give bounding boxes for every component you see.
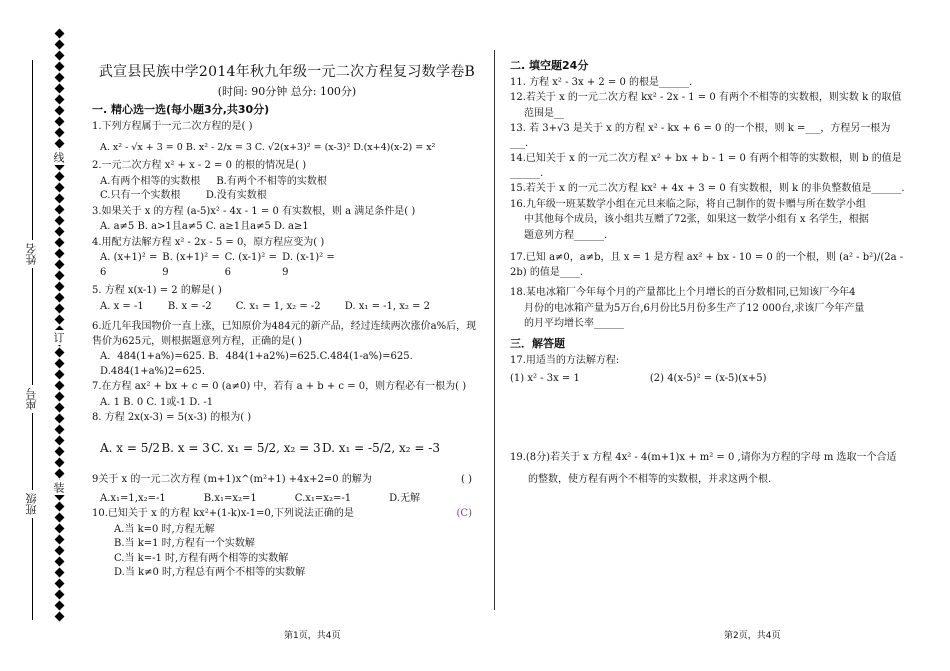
binding-diamond: [55, 579, 65, 589]
binding-diamond: [55, 546, 65, 556]
binding-diamond: [55, 381, 65, 391]
binding-diamond: [55, 271, 65, 281]
question-17-solve: 17.用适当的方法解方程:: [510, 354, 620, 366]
section3-heading: 三．解答题: [510, 336, 565, 350]
question-4-option-b: B. (x+1)² = 9: [162, 252, 220, 278]
binding-diamond: [55, 502, 65, 512]
question-12-cont: 范围是__: [524, 107, 564, 119]
question-2-option-b: B.有两个不相等的实数根: [216, 175, 327, 187]
column-divider: [494, 50, 495, 610]
question-6: 6.近几年我国物价一直上涨，已知原价为484元的新产品，经过连续两次涨价a%后，现售价为625元，则根据题意列方程，正确的是( ): [92, 321, 477, 347]
question-6-options: A．484(1+a%)=625. B．484(1+a2%)=625.C.484(1-a%)=625. D.484(1+a%)2=625.: [100, 351, 413, 377]
binding-diamond: [55, 315, 65, 325]
binding-diamond: [55, 183, 65, 193]
question-19-cont: 的整数，使方程有两个不相等的实数根，并求这两个根.: [528, 474, 772, 486]
question-2-option-a: A.有两个相等的实数根: [100, 175, 201, 187]
question-5-option-c: C. x₁ = 1, x₂ = -2: [235, 300, 321, 312]
question-12: 12.若关于 x 的一元二次方程 kx² - 2x - 1 = 0 有两个不相等的实数根，则实数 k 的取值: [510, 92, 902, 104]
question-16-cont-2: 题意列方程______.: [524, 229, 608, 241]
question-18-cont-1: 月份的电冰箱产量为5万台,6月份比5月份多生产了12 000台,求该厂今年产量: [524, 302, 865, 314]
question-4-option-c: C. (x-1)² = 6: [224, 252, 277, 278]
question-11: 11. 方程 x² - 3x + 2 = 0 的根是______.: [510, 76, 693, 88]
question-9-text: 9关于 x 的一元二次方程 (m+1)x^(m²+1) +4x+2=0 的解为: [92, 474, 372, 486]
binding-diamond: [55, 348, 65, 358]
name-label: 姓名: [24, 240, 40, 268]
section2-heading: 二. 填空题24分: [510, 59, 589, 72]
question-5-options: [100, 300, 430, 315]
question-8-option-c: C. x₁ = 5/2, x₂ = 3: [211, 440, 321, 455]
seat-label: 座号: [24, 385, 40, 413]
question-10-text: 10.已知关于 x 的方程 kx²+(1-k)x-1=0,下列说法正确的是: [92, 508, 354, 520]
binding-diamond: [55, 205, 65, 215]
question-9-option-d: D.无解: [389, 492, 420, 504]
question-4-option-a: A. (x+1)² = 6: [100, 252, 158, 278]
binding-diamond: [55, 227, 65, 237]
question-10-option-a: A.当 k=0 时,方程无解: [114, 523, 215, 535]
question-9-option-a: A.x₁=1,x₂=-1: [100, 492, 166, 504]
question-8-options: [100, 440, 440, 457]
binding-diamond: [55, 139, 65, 149]
question-16: 16.九年级一班某数学小组在元旦来临之际，将自己制作的贺卡赠与所在数学小组: [510, 198, 866, 210]
binding-diamond: [55, 51, 65, 61]
question-4-options: [100, 251, 340, 280]
class-label: 班级: [24, 490, 40, 518]
binding-diamond: [55, 216, 65, 226]
binding-line: [32, 60, 33, 620]
question-8: 8. 方程 2x(x-3) = 5(x-3) 的根为( ): [92, 412, 252, 424]
question-18: 18.某电冰箱厂今年每个月的产量都比上个月增长的百分数相同,已知该厂今年4: [510, 287, 856, 299]
binding-diamond: [55, 469, 65, 479]
question-10-option-b: B.当 k=1 时,方程有一个实数解: [114, 538, 255, 550]
question-19: 19.(8分)若关于 x 方程 4x² - 4(m+1)x + m² = 0 ,请你为方程的字母 m 选取一个合适: [510, 451, 897, 463]
question-9-option-c: C.x₁=x₂=-1: [294, 492, 352, 504]
binding-word-line: 线: [52, 152, 65, 163]
binding-diamond: [55, 392, 65, 402]
question-5-option-d: D. x₁ = -1, x₂ = 2: [344, 300, 430, 312]
binding-word-ding: 订: [52, 332, 65, 343]
question-4-option-d: D. (x-1)² = 9: [282, 252, 335, 278]
question-10-option-c: C.当 k=-1 时,方程有两个相等的实数解: [114, 552, 289, 564]
question-17-parts: [510, 372, 905, 387]
binding-diamond: [55, 84, 65, 94]
binding-diamond: [55, 40, 65, 50]
binding-diamond: [55, 293, 65, 303]
page-number-right: 第2页，共4页: [724, 631, 781, 641]
binding-diamond: [55, 612, 65, 622]
question-1: 1.下列方程属于一元二次方程的是( ): [92, 121, 253, 133]
question-5-option-b: B. x = -2: [167, 300, 212, 312]
question-9-answer-paren: ( ): [461, 474, 472, 486]
binding-diamond: [55, 282, 65, 292]
question-15: 15.若关于 x 的一元二次方程 kx² + 4x + 3 = 0 有实数根，则 k 的非负整数值是______.: [510, 183, 905, 195]
question-18-cont-2: 的月平均增长率______: [524, 318, 624, 330]
binding-diamond: [55, 95, 65, 105]
binding-diamond: [55, 73, 65, 83]
question-8-option-a: A. x = 5/2: [100, 440, 161, 455]
binding-diamond: [55, 249, 65, 259]
binding-diamond: [55, 590, 65, 600]
question-10-option-d: D.当 k≠0 时,方程总有两个不相等的实数解: [114, 567, 306, 579]
answer-space: [510, 388, 905, 450]
exam-subtitle: (时间: 90分钟 总分: 100分): [217, 85, 357, 99]
binding-diamond: [55, 238, 65, 248]
exam-title: 武宣县民族中学2014年秋九年级一元二次方程复习数学卷B: [98, 64, 476, 80]
binding-diamond: [55, 370, 65, 380]
question-2-option-d: D.没有实数根: [205, 190, 267, 202]
question-8-option-b: B. x = 3: [161, 440, 210, 455]
question-13: 13. 若 3+√3 是关于 x 的方程 x² - kx + 6 = 0 的一个根，则 k =___，方程另一根为___.: [510, 123, 891, 149]
question-2: 2.一元二次方程 x² + x - 2 = 0 的根的情况是( ): [92, 160, 307, 172]
question-5-option-a: A. x = -1: [100, 300, 144, 312]
question-17-part-1: (1) x² - 3x = 1: [510, 373, 580, 385]
binding-margin: [0, 0, 78, 671]
binding-diamond: [55, 436, 65, 446]
binding-diamond: [55, 29, 65, 39]
question-4: 4.用配方法解方程 x² - 2x - 5 = 0，原方程应变为( ): [92, 236, 325, 248]
question-8-option-d: D. x₁ = -5/2, x₂ = -3: [321, 440, 440, 455]
question-17-part-2: (2) 4(x-5)² = (x-5)(x+5): [649, 373, 767, 385]
question-14: 14.已知关于 x 的一元二次方程 x² + bx + b - 1 = 0 有两个相等的实数根，则 b 的值是______.: [510, 153, 902, 179]
question-3: 3.如果关于 x 的方程 (a-5)x² - 4x - 1 = 0 有实数根，则 a 满足条件是( ): [92, 205, 416, 217]
question-2-option-c: C.只有一个实数根: [100, 190, 181, 202]
binding-diamond: [55, 260, 65, 270]
question-5: 5. 方程 x(x-1) = 2 的解是( ): [92, 285, 222, 297]
page-number-left: 第1页，共4页: [284, 631, 341, 641]
question-9-options: [100, 492, 420, 507]
binding-diamond: [55, 414, 65, 424]
binding-diamond: [55, 513, 65, 523]
question-9-option-b: B.x₁=x₂=1: [203, 492, 257, 504]
binding-diamond: [55, 62, 65, 72]
question-3-options: A. a≠5 B. a>1且a≠5 C. a≥1且a≠5 D. a≥1: [100, 221, 309, 233]
question-16-cont-1: 中其他每个成员，该小组共互赠了72张，如果这一数学小组有 x 名学生，根据: [524, 214, 869, 226]
question-1-options: A. x² - √x + 3 = 0 B. x² - 2/x = 3 C. √2(x+3)² = (x-3)² D.(x+4)(x-2) = x²: [100, 141, 436, 153]
binding-diamond: [55, 172, 65, 182]
section1-heading: 一. 精心选一选(每小题3分,共30分): [92, 103, 270, 117]
question-7: 7.在方程 ax² + bx + c = 0 (a≠0) 中，若有 a + b + c = 0，则方程必有一根为( ): [92, 381, 467, 393]
binding-diamond: [55, 359, 65, 369]
question-9: [92, 473, 482, 488]
binding-diamonds: [56, 30, 66, 624]
question-2-options-cd: [100, 189, 482, 204]
binding-diamond: [55, 117, 65, 127]
binding-diamond: [55, 568, 65, 578]
right-column: [510, 56, 905, 489]
question-10-answer: (C): [456, 508, 472, 520]
question-2-options-ab: [100, 175, 482, 190]
binding-diamond: [55, 304, 65, 314]
question-17-fill: 17.已知 a≠0，a≠b，且 x = 1 是方程 ax² + bx - 10 = 0 的一个根，则 (a² - b²)/(2a - 2b) 的值是____.: [510, 252, 904, 278]
binding-diamond: [55, 403, 65, 413]
binding-diamond: [55, 557, 65, 567]
binding-diamond: [55, 524, 65, 534]
binding-diamond: [55, 194, 65, 204]
binding-diamond: [55, 106, 65, 116]
binding-diamond: [55, 128, 65, 138]
binding-diamond: [55, 535, 65, 545]
binding-diamond: [55, 447, 65, 457]
binding-diamond: [55, 458, 65, 468]
left-column: [92, 52, 482, 581]
binding-word-zhuang: 装: [52, 482, 65, 493]
binding-diamond: [55, 425, 65, 435]
question-10: [92, 507, 482, 522]
binding-diamond: [55, 601, 65, 611]
question-7-options: A. 1 B. 0 C. 1或-1 D. -1: [100, 396, 214, 408]
